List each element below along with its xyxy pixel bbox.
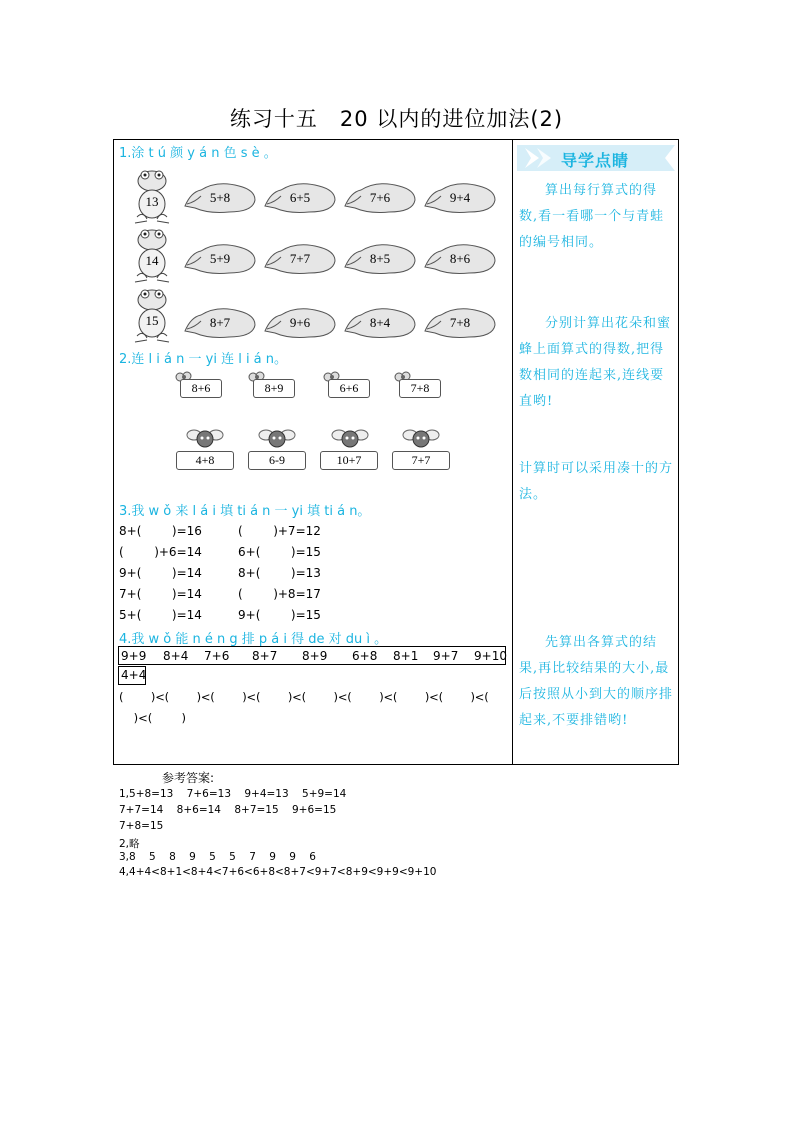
fill-blank-right[interactable]: ( )+8=17 bbox=[238, 587, 321, 601]
expr: 7+6 bbox=[204, 649, 230, 663]
tip-1: 算出每行算式的得数,看一看哪一个与青蛙的编号相同。 bbox=[519, 183, 665, 250]
answer-line: 7+7=14 8+6=14 8+7=15 9+6=15 bbox=[119, 804, 337, 816]
leaf-expression: 7+6 bbox=[369, 190, 391, 205]
leaf bbox=[263, 182, 337, 214]
page-title: 练习十五 20 以内的进位加法(2) bbox=[229, 107, 564, 131]
q4-heading: 4.我 w ǒ 能 n é n g 排 p á i 得 de 对 du ì 。 bbox=[119, 632, 388, 647]
q2-heading: 2.连 l i á n 一 yi 连 l i á n。 bbox=[119, 352, 288, 367]
fill-blank-left[interactable]: 8+( )=16 bbox=[119, 524, 202, 538]
bee-expression: 4+8 bbox=[176, 451, 234, 470]
expr: 9+10 bbox=[474, 649, 507, 663]
leaf bbox=[183, 307, 257, 339]
leaf bbox=[343, 243, 417, 275]
expr: 8+4 bbox=[163, 649, 189, 663]
ordering-blanks-row1[interactable]: ( )<( )<( )<( )<( )<( )<( )<( )<( bbox=[119, 690, 489, 704]
expr: 8+1 bbox=[393, 649, 419, 663]
flower-expression: 8+6 bbox=[180, 379, 222, 398]
answer-line: 3,8 5 8 9 5 5 7 9 9 6 bbox=[119, 851, 316, 863]
leaf-expression: 5+9 bbox=[209, 251, 231, 266]
answer-line: 7+8=15 bbox=[119, 820, 164, 832]
expr: 8+7 bbox=[252, 649, 278, 663]
frog bbox=[133, 226, 171, 284]
fill-blank-right[interactable]: 6+( )=15 bbox=[238, 545, 321, 559]
bee-expression: 6-9 bbox=[248, 451, 306, 470]
answers-label: 参考答案: bbox=[162, 771, 215, 785]
q1-heading: 1.涂 t ú 颜 y á n 色 s è 。 bbox=[119, 146, 277, 161]
expr: 8+9 bbox=[302, 649, 328, 663]
leaf bbox=[343, 307, 417, 339]
leaf bbox=[423, 243, 497, 275]
frog bbox=[133, 286, 171, 344]
fill-blank-left[interactable]: 9+( )=14 bbox=[119, 566, 202, 580]
q3-heading: 3.我 w ǒ 来 l á i 填 ti á n 一 yi 填 ti á n。 bbox=[119, 504, 371, 519]
fill-blank-left[interactable]: 5+( )=14 bbox=[119, 608, 202, 622]
frog-number: 15 bbox=[145, 313, 159, 328]
answer-line: 4,4+4<8+1<8+4<7+6<6+8<8+7<9+7<8+9<9+9<9+10 bbox=[119, 866, 437, 878]
expr: 9+9 bbox=[121, 649, 147, 663]
frog bbox=[133, 167, 171, 225]
leaf bbox=[183, 182, 257, 214]
fill-blank-right[interactable]: ( )+7=12 bbox=[238, 524, 321, 538]
leaf-expression: 8+6 bbox=[449, 251, 471, 266]
sidebar-header: 导学点睛 bbox=[561, 151, 630, 170]
expr: 9+7 bbox=[433, 649, 459, 663]
expr: 6+8 bbox=[352, 649, 378, 663]
leaf bbox=[263, 307, 337, 339]
leaf-expression: 8+4 bbox=[369, 315, 391, 330]
fill-blank-right[interactable]: 9+( )=15 bbox=[238, 608, 321, 622]
leaf-expression: 9+6 bbox=[289, 315, 311, 330]
answer-line: 2,略 bbox=[119, 838, 140, 850]
fill-blank-right[interactable]: 8+( )=13 bbox=[238, 566, 321, 580]
fill-blank-left[interactable]: ( )+6=14 bbox=[119, 545, 202, 559]
flower-expression: 8+9 bbox=[253, 379, 295, 398]
flower-expression: 7+8 bbox=[399, 379, 441, 398]
sidebar-banner bbox=[515, 143, 677, 173]
leaf-expression: 8+5 bbox=[369, 251, 391, 266]
leaf-expression: 9+4 bbox=[449, 190, 471, 205]
leaf bbox=[343, 182, 417, 214]
frog-number: 14 bbox=[145, 253, 159, 268]
bee-expression: 10+7 bbox=[320, 451, 378, 470]
column-divider bbox=[512, 139, 513, 765]
tip-3: 计算时可以采用凑十的方法。 bbox=[519, 461, 674, 502]
frog-number: 13 bbox=[145, 194, 159, 209]
leaf bbox=[183, 243, 257, 275]
fill-blank-left[interactable]: 7+( )=14 bbox=[119, 587, 202, 601]
bee-expression: 7+7 bbox=[392, 451, 450, 470]
leaf-expression: 8+7 bbox=[209, 315, 231, 330]
expr-last: 4+4 bbox=[118, 666, 146, 685]
leaf-expression: 7+7 bbox=[289, 251, 311, 266]
ordering-blanks-row2[interactable]: )<( ) bbox=[119, 711, 186, 725]
leaf bbox=[423, 182, 497, 214]
tip-4: 先算出各算式的结果,再比较结果的大小,最后按照从小到大的顺序排起来,不要排错哟! bbox=[519, 635, 674, 728]
answer-line: 1,5+8=13 7+6=13 9+4=13 5+9=14 bbox=[119, 788, 347, 800]
flower-expression: 6+6 bbox=[328, 379, 370, 398]
leaf bbox=[263, 243, 337, 275]
leaf-expression: 5+8 bbox=[209, 190, 231, 205]
tip-2: 分别计算出花朵和蜜蜂上面算式的得数,把得数相同的连起来,连线要直哟! bbox=[519, 316, 672, 409]
leaf bbox=[423, 307, 497, 339]
leaf-expression: 7+8 bbox=[449, 315, 471, 330]
leaf-expression: 6+5 bbox=[289, 190, 311, 205]
